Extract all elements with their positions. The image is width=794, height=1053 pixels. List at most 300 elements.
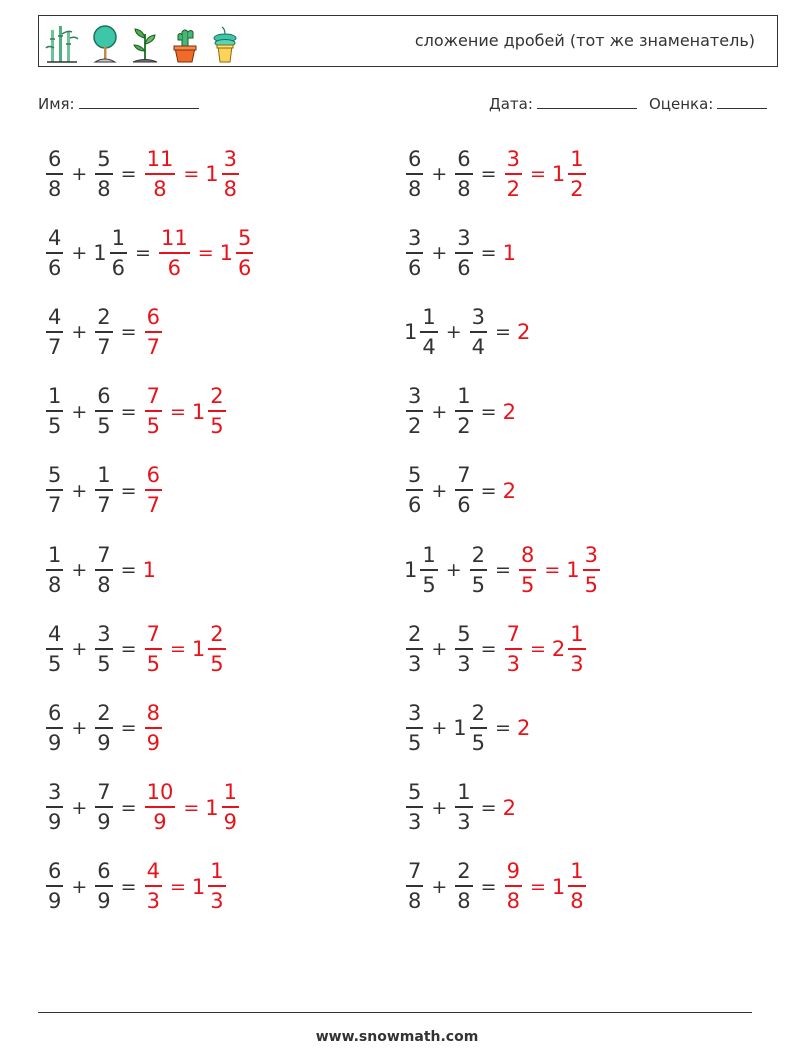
answer xyxy=(503,241,517,265)
answer-mixed xyxy=(208,621,225,676)
addend-1-denominator: 6 xyxy=(408,255,422,280)
equals-sign: = xyxy=(120,163,137,185)
plus-sign: + xyxy=(71,479,88,502)
addend-2 xyxy=(455,621,472,676)
addend-1-denominator: 5 xyxy=(48,651,62,676)
addend-2-denominator: 5 xyxy=(471,572,486,597)
answer-fraction-bar xyxy=(145,489,162,491)
addend-2-numerator: 2 xyxy=(457,859,471,884)
answer-mixed-numerator: 2 xyxy=(210,621,224,646)
answer-fraction-denominator: 7 xyxy=(146,334,160,359)
addend-2 xyxy=(95,861,112,912)
addend-2-denominator: 8 xyxy=(457,889,471,914)
addend-1 xyxy=(406,146,423,201)
answer-fraction xyxy=(505,621,522,676)
addend-2-numerator: 1 xyxy=(111,225,126,250)
answer-fraction-bar xyxy=(505,648,522,650)
answer-fraction-denominator: 5 xyxy=(520,572,535,597)
answer-mixed xyxy=(236,225,253,280)
answer-fraction-numerator: 7 xyxy=(506,621,520,646)
addend-1-bar xyxy=(406,885,423,887)
addend-2-bar xyxy=(455,885,472,887)
addend-2-denominator: 8 xyxy=(97,176,111,201)
answer-fraction-numerator: 4 xyxy=(146,859,160,884)
problem-14 xyxy=(404,617,588,681)
footer-url: www.snowmath.com xyxy=(315,1029,479,1045)
addend-2-bar xyxy=(95,173,112,175)
answer-fraction xyxy=(145,621,162,676)
answer-fraction xyxy=(145,700,162,755)
addend-1-whole: 1 xyxy=(404,320,418,345)
addend-1-numerator: 4 xyxy=(48,621,62,646)
addend-1-denominator: 8 xyxy=(48,572,62,597)
answer-equals-sign: = xyxy=(529,638,546,661)
addend-1-bar xyxy=(420,331,437,333)
answer-mixed-bar xyxy=(236,252,253,254)
answer xyxy=(143,558,157,582)
addend-2-denominator: 6 xyxy=(111,255,126,280)
grade-field[interactable] xyxy=(649,94,767,113)
addend-2-bar xyxy=(455,648,472,650)
addend-2-denominator: 9 xyxy=(97,889,111,914)
addend-1 xyxy=(406,782,423,833)
addend-2-numerator: 2 xyxy=(97,700,111,725)
answer-equals-sign: = xyxy=(197,242,214,265)
header-icons xyxy=(45,20,241,64)
answer xyxy=(143,465,164,516)
addend-1-denominator: 7 xyxy=(48,493,62,518)
answer-whole: 2 xyxy=(516,716,531,741)
addend-1-bar xyxy=(46,885,63,887)
addend-2-bar xyxy=(95,489,112,491)
answer xyxy=(517,542,602,597)
date-blank[interactable] xyxy=(537,94,637,109)
addend-1-denominator: 5 xyxy=(408,730,422,755)
addend-2-denominator: 8 xyxy=(97,572,111,597)
addend-2 xyxy=(455,782,472,833)
addend-2-denominator: 3 xyxy=(457,810,471,835)
answer-mixed-bar xyxy=(568,885,585,887)
answer-mixed-bar xyxy=(568,173,585,175)
addend-1 xyxy=(46,146,63,201)
addend-1-bar xyxy=(406,806,423,808)
answer-whole: 1 xyxy=(502,241,516,266)
equals-sign: = xyxy=(480,242,497,265)
equals-sign: = xyxy=(135,242,151,265)
answer-fraction xyxy=(505,146,522,201)
addend-2-denominator: 5 xyxy=(471,730,486,755)
addend-2 xyxy=(95,465,112,516)
answer-fraction-numerator: 10 xyxy=(146,780,174,805)
answer-fraction-bar xyxy=(145,727,162,729)
addend-1-numerator: 7 xyxy=(408,859,422,884)
answer-mixed-whole: 1 xyxy=(219,241,233,266)
grade-blank[interactable] xyxy=(717,94,767,109)
addend-1-bar xyxy=(406,410,423,412)
addend-2 xyxy=(455,465,472,516)
addend-2-bar xyxy=(95,410,112,412)
addend-2 xyxy=(95,782,112,833)
answer xyxy=(143,146,241,201)
answer-fraction-denominator: 9 xyxy=(153,810,167,835)
answer-fraction-denominator: 8 xyxy=(153,176,167,201)
answer-fraction-denominator: 3 xyxy=(506,651,520,676)
answer-fraction-numerator: 3 xyxy=(506,146,520,171)
answer-fraction-denominator: 2 xyxy=(506,176,520,201)
addend-1-numerator: 6 xyxy=(408,146,422,171)
addend-1-denominator: 3 xyxy=(408,651,422,676)
addend-2 xyxy=(95,304,112,359)
addend-1-denominator: 6 xyxy=(408,493,422,518)
answer-mixed xyxy=(568,861,585,912)
equals-sign: = xyxy=(480,400,497,423)
answer-mixed-denominator: 2 xyxy=(570,176,584,201)
addend-1-numerator: 1 xyxy=(422,542,436,567)
name-blank[interactable] xyxy=(79,94,199,109)
date-label: Дата: xyxy=(489,95,533,113)
answer-mixed-whole: 1 xyxy=(551,162,566,186)
answer-fraction-numerator: 9 xyxy=(506,859,520,884)
addend-2-denominator: 2 xyxy=(457,414,471,439)
addend-1-numerator: 6 xyxy=(48,859,62,884)
answer-mixed-denominator: 5 xyxy=(210,651,224,676)
addend-1 xyxy=(406,225,423,280)
answer-fraction-bar xyxy=(145,331,162,333)
plus-sign: + xyxy=(71,321,88,344)
answer-mixed xyxy=(208,861,225,912)
addend-1-denominator: 2 xyxy=(408,414,422,439)
addend-1-numerator: 3 xyxy=(408,225,422,250)
addend-2-numerator: 1 xyxy=(457,384,471,409)
answer-mixed xyxy=(568,621,585,676)
answer-mixed xyxy=(222,146,239,201)
addend-1-numerator: 3 xyxy=(408,700,422,725)
answer-fraction-denominator: 7 xyxy=(146,493,160,518)
addend-2-numerator: 6 xyxy=(97,384,111,409)
answer-fraction-denominator: 3 xyxy=(146,889,160,914)
answer-fraction xyxy=(145,386,162,437)
header-box xyxy=(38,15,778,67)
problem-13 xyxy=(44,617,228,681)
addend-2-numerator: 3 xyxy=(97,621,111,646)
problem-18 xyxy=(404,776,517,840)
problem-15 xyxy=(44,696,164,760)
addend-2-denominator: 9 xyxy=(97,730,111,755)
addend-2-bar xyxy=(455,252,472,254)
addend-2-denominator: 6 xyxy=(457,255,471,280)
answer-mixed-numerator: 1 xyxy=(210,859,224,884)
addend-1-bar xyxy=(46,173,63,175)
addend-2-numerator: 7 xyxy=(457,463,471,488)
equals-sign: = xyxy=(120,400,137,423)
addend-2-bar xyxy=(470,727,487,729)
name-label: Имя: xyxy=(38,95,75,113)
addend-2-denominator: 5 xyxy=(97,414,111,439)
plus-sign: + xyxy=(71,400,88,423)
answer-whole: 2 xyxy=(502,478,516,503)
answer-fraction-bar xyxy=(145,173,176,175)
addend-2 xyxy=(95,386,112,437)
answer-mixed xyxy=(208,386,225,437)
addend-2-bar xyxy=(95,885,112,887)
addend-1-denominator: 9 xyxy=(48,810,62,835)
addend-2 xyxy=(95,542,112,597)
answer-fraction-numerator: 6 xyxy=(146,463,160,488)
addend-1-bar xyxy=(46,806,63,808)
problem-2 xyxy=(404,142,588,206)
answer-equals-sign: = xyxy=(183,796,200,819)
addend-2-numerator: 1 xyxy=(97,463,111,488)
addend-2-numerator: 6 xyxy=(457,146,471,171)
answer-mixed-numerator: 1 xyxy=(570,859,584,884)
addend-1-numerator: 2 xyxy=(408,621,422,646)
addend-2-numerator: 5 xyxy=(457,621,471,646)
plus-sign: + xyxy=(71,717,88,740)
addend-2 xyxy=(455,146,472,201)
addend-1-whole: 1 xyxy=(404,558,418,582)
answer-fraction-bar xyxy=(145,410,162,412)
answer xyxy=(503,146,588,201)
answer-mixed-bar xyxy=(222,806,239,808)
answer xyxy=(143,700,164,755)
problem-5 xyxy=(44,300,164,364)
answer xyxy=(503,861,588,912)
addend-2-bar xyxy=(455,173,472,175)
answer xyxy=(143,861,228,912)
answer-fraction-numerator: 11 xyxy=(160,225,188,250)
answer-fraction xyxy=(145,861,162,912)
answer-fraction xyxy=(145,304,162,359)
addend-2-denominator: 3 xyxy=(457,651,471,676)
answer-mixed-bar xyxy=(568,648,585,650)
addend-2 xyxy=(470,542,487,597)
addend-1 xyxy=(420,542,437,597)
addend-2-numerator: 7 xyxy=(97,542,111,567)
addend-1-bar xyxy=(406,252,423,254)
answer-mixed-denominator: 8 xyxy=(570,889,584,914)
problem-11 xyxy=(44,538,157,602)
answer-mixed-denominator: 9 xyxy=(223,810,237,835)
answer-fraction-bar xyxy=(505,885,522,887)
tree-icon xyxy=(89,24,121,64)
answer-fraction xyxy=(159,225,190,280)
answer-mixed-whole: 1 xyxy=(191,637,206,662)
plus-sign: + xyxy=(431,638,448,661)
addend-2-denominator: 6 xyxy=(457,493,471,518)
addend-1-numerator: 6 xyxy=(48,700,62,725)
equals-sign: = xyxy=(480,796,497,819)
addend-2 xyxy=(95,621,112,676)
addend-1 xyxy=(406,386,423,437)
addend-1-numerator: 5 xyxy=(408,780,422,805)
worksheet-title: сложение дробей (тот же знаменатель) xyxy=(414,31,755,50)
addend-2-whole: 1 xyxy=(453,716,467,741)
answer xyxy=(517,716,531,740)
addend-2 xyxy=(470,304,487,359)
addend-1 xyxy=(420,304,437,359)
plus-sign: + xyxy=(71,242,88,265)
addend-2-bar xyxy=(470,569,487,571)
answer-fraction-denominator: 5 xyxy=(146,414,160,439)
answer-equals-sign: = xyxy=(169,875,186,898)
answer-mixed xyxy=(222,782,239,833)
addend-1-numerator: 4 xyxy=(48,304,62,329)
plus-sign: + xyxy=(431,400,448,423)
addend-1-numerator: 3 xyxy=(408,384,422,409)
bamboo-icon xyxy=(45,24,81,64)
answer-fraction-bar xyxy=(145,806,176,808)
addend-2-numerator: 1 xyxy=(457,780,471,805)
answer-mixed-whole: 1 xyxy=(205,162,219,186)
addend-1-bar xyxy=(46,489,63,491)
name-field[interactable] xyxy=(38,94,199,113)
answer-fraction-denominator: 6 xyxy=(167,255,182,280)
addend-2 xyxy=(95,146,112,201)
addend-2-numerator: 2 xyxy=(97,304,111,329)
answer-fraction xyxy=(145,782,176,833)
addend-1-denominator: 8 xyxy=(408,889,422,914)
addend-2-numerator: 6 xyxy=(97,859,111,884)
answer-mixed-bar xyxy=(583,569,600,571)
addend-1 xyxy=(46,700,63,755)
addend-2 xyxy=(95,700,112,755)
answer-equals-sign: = xyxy=(529,163,546,185)
answer xyxy=(143,782,241,833)
plus-sign: + xyxy=(445,321,462,344)
addend-2-denominator: 5 xyxy=(97,651,111,676)
answer-mixed-whole: 1 xyxy=(205,795,219,820)
answer xyxy=(517,320,531,344)
addend-2-bar xyxy=(95,648,112,650)
addend-1 xyxy=(406,465,423,516)
answer-mixed-denominator: 6 xyxy=(238,255,252,280)
answer-equals-sign: = xyxy=(544,559,561,581)
answer-mixed-whole: 1 xyxy=(191,399,206,424)
answer-mixed-numerator: 5 xyxy=(238,225,252,250)
addend-2-denominator: 9 xyxy=(97,810,111,835)
addend-2 xyxy=(110,225,127,280)
answer xyxy=(503,400,517,424)
plus-sign: + xyxy=(71,796,88,819)
addend-2-bar xyxy=(95,806,112,808)
answer-mixed-whole: 1 xyxy=(551,874,566,899)
addend-2-bar xyxy=(110,252,127,254)
addend-1-bar xyxy=(46,648,63,650)
addend-1-numerator: 1 xyxy=(422,304,436,329)
addend-1-bar xyxy=(406,727,423,729)
addend-1-numerator: 4 xyxy=(48,225,62,250)
addend-2-bar xyxy=(95,331,112,333)
answer-mixed-bar xyxy=(208,410,225,412)
answer xyxy=(143,304,164,359)
answer-mixed-denominator: 5 xyxy=(584,572,599,597)
answer-equals-sign: = xyxy=(183,163,200,185)
answer-fraction-bar xyxy=(505,173,522,175)
answer-mixed-numerator: 1 xyxy=(570,146,584,171)
addend-2-numerator: 3 xyxy=(471,304,486,329)
answer-equals-sign: = xyxy=(169,638,186,661)
answer-fraction-denominator: 8 xyxy=(506,889,520,914)
equals-sign: = xyxy=(120,717,137,740)
answer-fraction-numerator: 6 xyxy=(146,304,160,329)
addend-1-numerator: 1 xyxy=(48,542,62,567)
addend-1-numerator: 3 xyxy=(48,780,62,805)
addend-1 xyxy=(46,782,63,833)
addend-2-denominator: 8 xyxy=(457,176,471,201)
problem-7 xyxy=(44,380,228,444)
grade-label: Оценка: xyxy=(649,95,714,113)
plus-sign: + xyxy=(431,163,448,185)
answer-fraction-numerator: 8 xyxy=(520,542,535,567)
problem-4 xyxy=(404,221,517,285)
answer-fraction-bar xyxy=(519,569,536,571)
addend-1-bar xyxy=(46,410,63,412)
answer-fraction xyxy=(505,861,522,912)
answer-mixed-numerator: 1 xyxy=(570,621,584,646)
equals-sign: = xyxy=(120,638,137,661)
answer-mixed-numerator: 2 xyxy=(210,384,224,409)
answer-fraction xyxy=(519,542,536,597)
addend-1-denominator: 9 xyxy=(48,730,62,755)
addend-2 xyxy=(455,225,472,280)
plus-sign: + xyxy=(431,479,448,502)
answer-fraction-bar xyxy=(159,252,190,254)
answer-mixed-denominator: 3 xyxy=(570,651,584,676)
plus-sign: + xyxy=(431,796,448,819)
addend-2-numerator: 3 xyxy=(457,225,471,250)
equals-sign: = xyxy=(120,479,137,502)
addend-2-whole: 1 xyxy=(93,241,107,266)
plus-sign: + xyxy=(431,875,448,898)
cactus-pot-icon xyxy=(169,24,201,64)
answer-whole: 1 xyxy=(142,558,156,582)
addend-1-bar xyxy=(46,569,63,571)
equals-sign: = xyxy=(480,638,497,661)
plus-sign: + xyxy=(431,242,448,265)
answer-equals-sign: = xyxy=(529,875,546,898)
answer-mixed-bar xyxy=(222,173,239,175)
addend-2-bar xyxy=(455,806,472,808)
addend-1-bar xyxy=(406,489,423,491)
addend-1 xyxy=(406,700,423,755)
problem-6 xyxy=(404,300,531,364)
problem-10 xyxy=(404,459,517,523)
date-field[interactable] xyxy=(489,94,637,113)
problem-9 xyxy=(44,459,164,523)
addend-1-numerator: 6 xyxy=(48,146,62,171)
addend-1-numerator: 1 xyxy=(48,384,62,409)
addend-1 xyxy=(46,861,63,912)
addend-1-bar xyxy=(46,252,63,254)
answer-fraction xyxy=(145,465,162,516)
addend-1-bar xyxy=(46,727,63,729)
addend-2 xyxy=(455,386,472,437)
addend-2-numerator: 2 xyxy=(471,542,486,567)
addend-1-bar xyxy=(406,648,423,650)
addend-1-denominator: 7 xyxy=(48,334,62,359)
addend-2-denominator: 4 xyxy=(471,334,486,359)
answer-mixed xyxy=(568,146,585,201)
plus-sign: + xyxy=(71,875,88,898)
addend-2-bar xyxy=(95,569,112,571)
addend-2-denominator: 7 xyxy=(97,493,111,518)
addend-2-numerator: 5 xyxy=(97,146,111,171)
answer-mixed-denominator: 8 xyxy=(223,176,237,201)
equals-sign: = xyxy=(120,875,137,898)
addend-1 xyxy=(406,621,423,676)
addend-1-denominator: 5 xyxy=(48,414,62,439)
answer-fraction-numerator: 7 xyxy=(146,384,160,409)
